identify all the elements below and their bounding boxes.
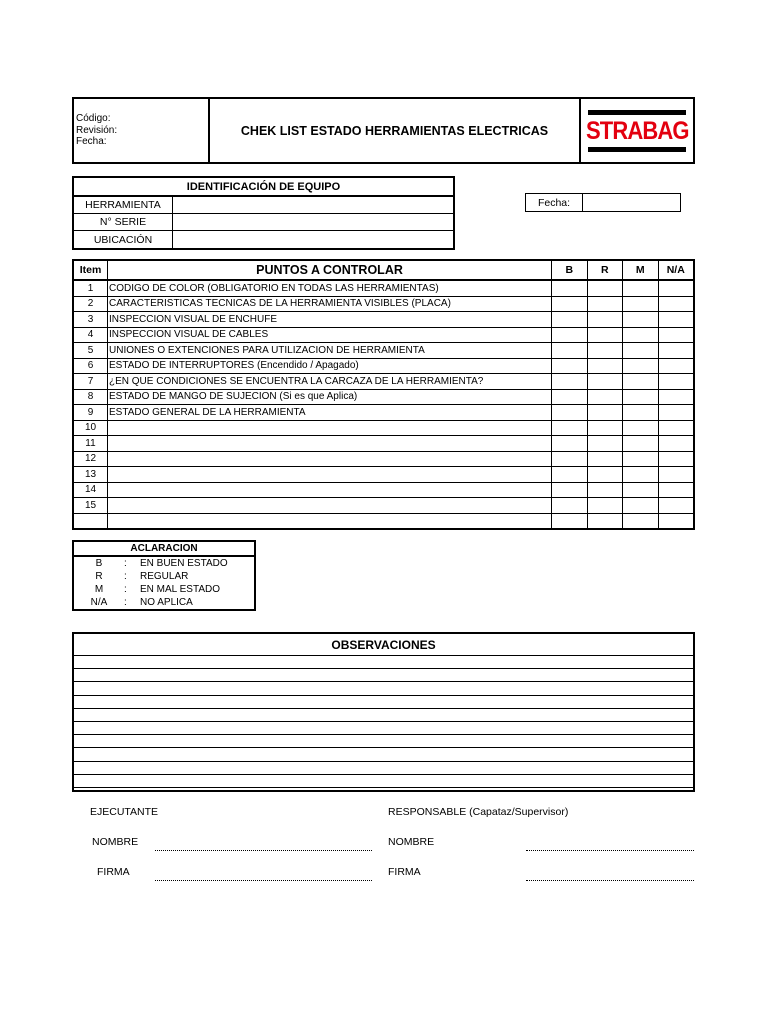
rating-r-cell[interactable] bbox=[587, 327, 623, 343]
legend-row bbox=[73, 583, 255, 596]
item-number: 4 bbox=[73, 327, 108, 343]
legend-code: M bbox=[73, 583, 124, 596]
item-number: 12 bbox=[73, 451, 108, 467]
revision-label: Revisión: bbox=[76, 124, 118, 136]
item-number: 8 bbox=[73, 389, 108, 405]
rating-m-cell[interactable] bbox=[623, 280, 659, 296]
rating-na-cell[interactable] bbox=[658, 327, 694, 343]
rating-r-cell[interactable] bbox=[587, 405, 623, 421]
legend-table bbox=[72, 540, 256, 611]
rating-b-cell[interactable] bbox=[552, 312, 588, 328]
rating-r-cell[interactable] bbox=[587, 374, 623, 390]
document-header bbox=[72, 97, 695, 164]
rating-m-cell[interactable] bbox=[623, 327, 659, 343]
supervisor-sign-label: FIRMA bbox=[388, 866, 421, 878]
rating-na-cell[interactable] bbox=[658, 280, 694, 296]
rating-r-cell[interactable] bbox=[587, 343, 623, 359]
legend-separator: : bbox=[124, 570, 127, 582]
observation-line[interactable] bbox=[74, 722, 693, 735]
checklist-row bbox=[73, 343, 694, 359]
rating-m-cell[interactable] bbox=[623, 296, 659, 312]
item-number: 2 bbox=[73, 296, 108, 312]
rating-m-cell[interactable] bbox=[623, 405, 659, 421]
rating-na-cell[interactable] bbox=[658, 343, 694, 359]
legend-row bbox=[73, 570, 255, 583]
rating-na-cell[interactable] bbox=[658, 358, 694, 374]
checklist-row bbox=[73, 451, 694, 467]
control-point: INSPECCION VISUAL DE CABLES bbox=[108, 327, 552, 343]
identification-title: IDENTIFICACIÓN DE EQUIPO bbox=[73, 177, 454, 196]
rating-r-cell[interactable] bbox=[587, 436, 623, 452]
checklist-header-row bbox=[73, 260, 694, 280]
rating-m-cell[interactable] bbox=[623, 358, 659, 374]
date-label: Fecha: bbox=[76, 136, 107, 147]
rating-b-cell[interactable] bbox=[552, 513, 588, 529]
code-label: Código: bbox=[76, 113, 111, 124]
control-point bbox=[108, 451, 552, 467]
rating-m-cell[interactable] bbox=[623, 374, 659, 390]
rating-na-cell[interactable] bbox=[658, 312, 694, 328]
item-number bbox=[73, 513, 108, 529]
legend-separator: : bbox=[124, 596, 140, 610]
control-point: ESTADO DE INTERRUPTORES (Encendido / Apagado) bbox=[108, 358, 552, 374]
location-field[interactable] bbox=[173, 231, 455, 250]
legend-code: N/A bbox=[73, 596, 124, 610]
item-number: 1 bbox=[73, 280, 108, 296]
rating-m-cell[interactable] bbox=[623, 482, 659, 498]
rating-b-cell[interactable] bbox=[552, 436, 588, 452]
observation-line[interactable] bbox=[74, 656, 693, 669]
rating-m-cell[interactable] bbox=[623, 467, 659, 483]
rating-na-cell[interactable] bbox=[658, 420, 694, 436]
rating-m-cell[interactable] bbox=[623, 420, 659, 436]
rating-b-cell[interactable] bbox=[552, 405, 588, 421]
checklist-row bbox=[73, 436, 694, 452]
item-number: 15 bbox=[73, 498, 108, 514]
rating-r-cell[interactable] bbox=[587, 280, 623, 296]
executor-title: EJECUTANTE bbox=[90, 806, 159, 818]
rating-r-cell[interactable] bbox=[587, 451, 623, 467]
date-box-label: Fecha: bbox=[526, 194, 583, 211]
tool-field[interactable] bbox=[173, 196, 455, 214]
checklist-row bbox=[73, 389, 694, 405]
rating-m-cell[interactable] bbox=[623, 312, 659, 328]
observations-box bbox=[72, 632, 695, 792]
checklist-row bbox=[73, 374, 694, 390]
observation-line[interactable] bbox=[74, 735, 693, 748]
executor-sign-line[interactable] bbox=[155, 880, 372, 881]
rating-b-cell[interactable] bbox=[552, 327, 588, 343]
checklist-row bbox=[73, 327, 694, 343]
legend-code: B bbox=[73, 556, 124, 570]
legend-row bbox=[73, 596, 255, 610]
control-point: UNIONES O EXTENCIONES PARA UTILIZACION DE HERRAMIENTA bbox=[108, 343, 552, 359]
rating-b-header: B bbox=[552, 260, 588, 280]
item-number: 9 bbox=[73, 405, 108, 421]
rating-b-cell[interactable] bbox=[552, 296, 588, 312]
checklist-row bbox=[73, 358, 694, 374]
rating-na-header: N/A bbox=[658, 260, 694, 280]
location-label: UBICACIÓN bbox=[73, 231, 173, 250]
rating-r-cell[interactable] bbox=[587, 312, 623, 328]
legend-text: NO APLICA bbox=[140, 596, 255, 610]
legend-text: REGULAR bbox=[140, 570, 255, 583]
rating-b-cell[interactable] bbox=[552, 389, 588, 405]
rating-m-cell[interactable] bbox=[623, 451, 659, 467]
control-point: INSPECCION VISUAL DE ENCHUFE bbox=[108, 312, 552, 328]
rating-b-cell[interactable] bbox=[552, 280, 588, 296]
control-point bbox=[108, 420, 552, 436]
legend-title: ACLARACION bbox=[73, 541, 255, 556]
logo-text: STRABAG bbox=[585, 116, 689, 145]
observation-line[interactable] bbox=[74, 696, 693, 709]
control-point bbox=[108, 498, 552, 514]
rating-r-cell[interactable] bbox=[587, 358, 623, 374]
control-point: CARACTERISTICAS TECNICAS DE LA HERRAMIENTA VISIBLES (PLACA) bbox=[108, 296, 552, 312]
serial-field[interactable] bbox=[173, 214, 455, 231]
item-number: 10 bbox=[73, 420, 108, 436]
item-number: 6 bbox=[73, 358, 108, 374]
supervisor-title: RESPONSABLE (Capataz/Supervisor) bbox=[388, 806, 569, 818]
rating-r-cell[interactable] bbox=[587, 389, 623, 405]
checklist-row bbox=[73, 482, 694, 498]
rating-r-cell[interactable] bbox=[587, 296, 623, 312]
rating-na-cell[interactable] bbox=[658, 389, 694, 405]
observation-line[interactable] bbox=[74, 709, 693, 722]
equipment-identification-table bbox=[72, 176, 455, 250]
control-point: ¿EN QUE CONDICIONES SE ENCUENTRA LA CARCAZA DE LA HERRAMIENTA? bbox=[108, 374, 552, 390]
logo-bar-bottom bbox=[588, 147, 686, 152]
checklist-row bbox=[73, 498, 694, 514]
observation-line[interactable] bbox=[74, 775, 693, 788]
observation-line[interactable] bbox=[74, 682, 693, 695]
item-number: 11 bbox=[73, 436, 108, 452]
legend-code: R bbox=[73, 570, 124, 583]
supervisor-name-label: NOMBRE bbox=[388, 836, 435, 848]
rating-m-cell[interactable] bbox=[623, 498, 659, 514]
legend-text: EN BUEN ESTADO bbox=[140, 556, 255, 570]
checklist-table bbox=[72, 259, 695, 530]
checklist-row bbox=[73, 513, 694, 529]
strabag-logo bbox=[581, 99, 693, 162]
rating-na-cell[interactable] bbox=[658, 451, 694, 467]
rating-b-cell[interactable] bbox=[552, 358, 588, 374]
rating-na-cell[interactable] bbox=[658, 498, 694, 514]
checklist-row bbox=[73, 296, 694, 312]
tool-label: HERRAMIENTA bbox=[73, 196, 173, 214]
rating-m-cell[interactable] bbox=[623, 343, 659, 359]
checklist-row bbox=[73, 467, 694, 483]
rating-na-cell[interactable] bbox=[658, 467, 694, 483]
control-point bbox=[108, 436, 552, 452]
rating-b-cell[interactable] bbox=[552, 498, 588, 514]
serial-label: N° SERIE bbox=[73, 214, 173, 231]
rating-na-cell[interactable] bbox=[658, 436, 694, 452]
date-field[interactable] bbox=[583, 194, 680, 211]
rating-r-header: R bbox=[587, 260, 623, 280]
rating-na-cell[interactable] bbox=[658, 513, 694, 529]
rating-na-cell[interactable] bbox=[658, 405, 694, 421]
checklist-row bbox=[73, 312, 694, 328]
executor-sign-label: FIRMA bbox=[97, 866, 130, 878]
executor-name-label: NOMBRE bbox=[92, 836, 139, 848]
item-number: 7 bbox=[73, 374, 108, 390]
rating-b-cell[interactable] bbox=[552, 467, 588, 483]
control-point bbox=[108, 467, 552, 483]
points-column-header: PUNTOS A CONTROLAR bbox=[108, 260, 552, 280]
logo-bar-top bbox=[588, 110, 686, 115]
observations-title: OBSERVACIONES bbox=[74, 634, 693, 656]
observation-line[interactable] bbox=[74, 669, 693, 682]
rating-m-header: M bbox=[623, 260, 659, 280]
rating-m-cell[interactable] bbox=[623, 513, 659, 529]
legend-row bbox=[73, 556, 255, 570]
legend-separator: : bbox=[124, 557, 127, 569]
rating-m-cell[interactable] bbox=[623, 436, 659, 452]
rating-m-cell[interactable] bbox=[623, 389, 659, 405]
rating-na-cell[interactable] bbox=[658, 482, 694, 498]
control-point: ESTADO GENERAL DE LA HERRAMIENTA bbox=[108, 405, 552, 421]
rating-r-cell[interactable] bbox=[587, 498, 623, 514]
rating-b-cell[interactable] bbox=[552, 343, 588, 359]
rating-na-cell[interactable] bbox=[658, 296, 694, 312]
rating-b-cell[interactable] bbox=[552, 451, 588, 467]
rating-na-cell[interactable] bbox=[658, 374, 694, 390]
rating-r-cell[interactable] bbox=[587, 513, 623, 529]
rating-b-cell[interactable] bbox=[552, 482, 588, 498]
supervisor-sign-line[interactable] bbox=[526, 880, 694, 881]
observation-line[interactable] bbox=[74, 762, 693, 775]
checklist-row bbox=[73, 420, 694, 436]
checklist-row bbox=[73, 405, 694, 421]
item-column-header: Item bbox=[73, 260, 108, 280]
checklist-row bbox=[73, 280, 694, 296]
item-number: 3 bbox=[73, 312, 108, 328]
item-number: 5 bbox=[73, 343, 108, 359]
control-point bbox=[108, 482, 552, 498]
rating-r-cell[interactable] bbox=[587, 482, 623, 498]
document-meta bbox=[74, 99, 210, 162]
observations-lines[interactable] bbox=[74, 656, 693, 788]
rating-r-cell[interactable] bbox=[587, 420, 623, 436]
item-number: 13 bbox=[73, 467, 108, 483]
item-number: 14 bbox=[73, 482, 108, 498]
rating-b-cell[interactable] bbox=[552, 420, 588, 436]
date-box bbox=[525, 193, 681, 212]
control-point: CODIGO DE COLOR (OBLIGATORIO EN TODAS LAS HERRAMIENTAS) bbox=[108, 280, 552, 296]
rating-r-cell[interactable] bbox=[587, 467, 623, 483]
supervisor-name-line[interactable] bbox=[526, 850, 694, 851]
legend-text: EN MAL ESTADO bbox=[140, 583, 255, 596]
observation-line[interactable] bbox=[74, 748, 693, 761]
rating-b-cell[interactable] bbox=[552, 374, 588, 390]
legend-separator: : bbox=[124, 583, 127, 595]
document-title: CHEK LIST ESTADO HERRAMIENTAS ELECTRICAS bbox=[210, 99, 581, 162]
control-point bbox=[108, 513, 552, 529]
executor-name-line[interactable] bbox=[155, 850, 372, 851]
control-point: ESTADO DE MANGO DE SUJECION (Si es que Aplica) bbox=[108, 389, 552, 405]
